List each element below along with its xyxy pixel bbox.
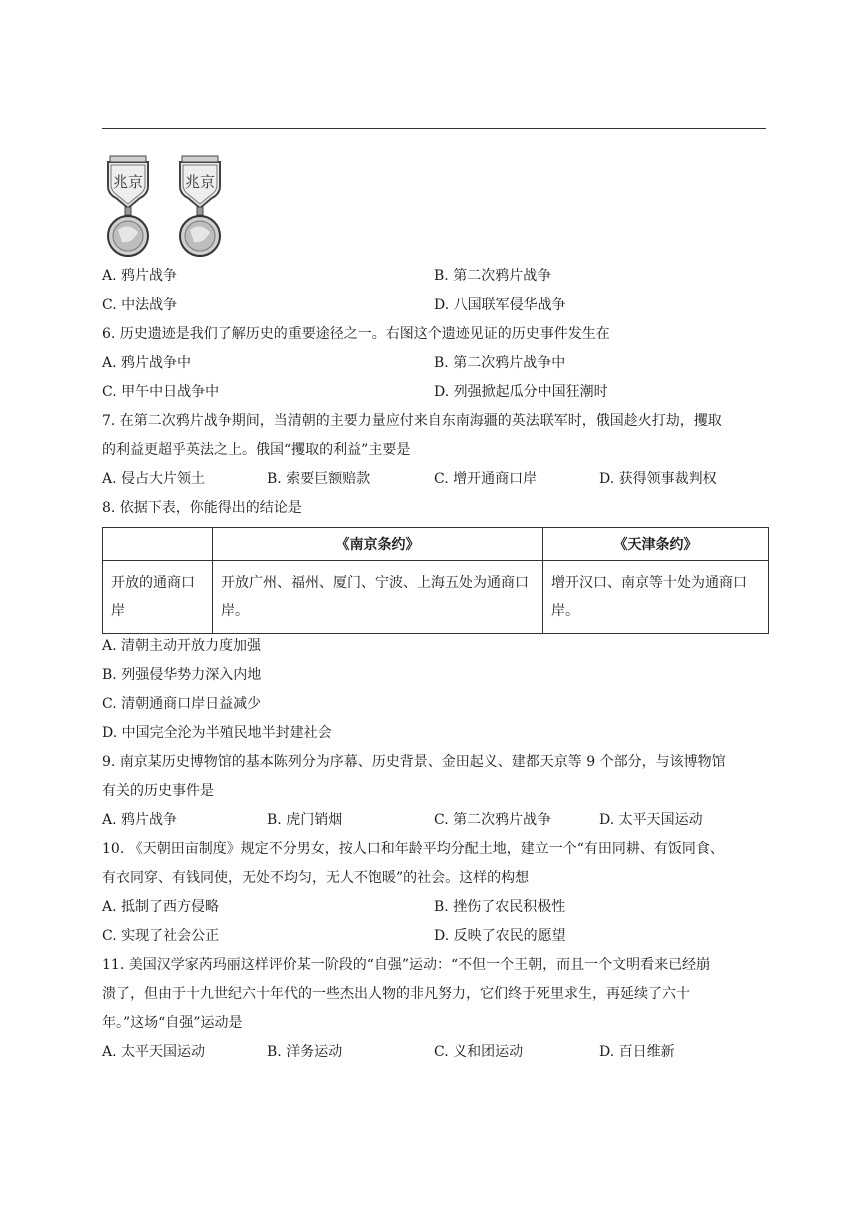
q10-option-d: D. 反映了农民的愿望 (434, 928, 566, 944)
q8-option-b: B. 列强侵华势力深入内地 (102, 667, 262, 683)
header-rule (102, 128, 766, 129)
q9-option-a: A. 鸦片战争 (102, 812, 178, 828)
q7-option-d: D. 获得领事裁判权 (599, 471, 717, 487)
q8-option-d: D. 中国完全沦为半殖民地半封建社会 (102, 725, 332, 741)
table-header-tianjin: 《天津条约》 (543, 528, 769, 561)
q9-option-d: D. 太平天国运动 (599, 812, 703, 828)
q10-option-a: A. 抵制了西方侵略 (102, 899, 220, 915)
q7-option-c: C. 增开通商口岸 (434, 471, 538, 487)
table-header-nanjing: 《南京条约》 (213, 528, 543, 561)
q7-option-a: A. 侵占大片领土 (102, 471, 206, 487)
table-row-label: 开放的通商口岸 (103, 561, 213, 634)
q8-stem: 8. 依据下表，你能得出的结论是 (102, 500, 302, 516)
q5-option-a: A. 鸦片战争 (102, 268, 178, 284)
q7-stem-line2: 的利益更超乎英法之上。俄国“攫取的利益”主要是 (102, 442, 411, 458)
q10-stem-line2: 有衣同穿、有钱同使，无处不均匀，无人不饱暖”的社会。这样的构想 (102, 870, 530, 886)
q10-stem-line1: 10. 《天朝田亩制度》规定不分男女，按人口和年龄平均分配土地，建立一个“有田同耕、有饭同食、 (102, 841, 724, 857)
q9-stem-line2: 有关的历史事件是 (102, 783, 214, 799)
table-row (103, 561, 769, 634)
q10-option-b: B. 挫伤了农民积极性 (434, 899, 566, 915)
q11-stem-line1: 11. 美国汉学家芮玛丽这样评价某一阶段的“自强”运动：“不但一个王朝，而且一个文明看来已经崩 (102, 957, 711, 973)
table-header-row (103, 528, 769, 561)
q11-option-d: D. 百日维新 (599, 1044, 675, 1060)
table-cell-nanjing: 开放广州、福州、厦门、宁波、上海五处为通商口岸。 (213, 561, 543, 634)
q5-option-b: B. 第二次鸦片战争 (434, 268, 552, 284)
q7-option-b: B. 索要巨额赔款 (267, 471, 371, 487)
q5-option-c: C. 中法战争 (102, 297, 178, 313)
medal-left (108, 156, 148, 256)
medal-right (180, 156, 220, 256)
q10-option-c: C. 实现了社会公正 (102, 928, 220, 944)
svg-text:兆京: 兆京 (112, 173, 144, 191)
q11-stem-line3: 年。”这场“自强”运动是 (102, 1015, 243, 1031)
q11-option-c: C. 义和团运动 (434, 1044, 524, 1060)
q9-option-b: B. 虎门销烟 (267, 812, 343, 828)
svg-text:兆京: 兆京 (184, 173, 216, 191)
q6-option-b: B. 第二次鸦片战争中 (434, 355, 566, 371)
table-header-empty (103, 528, 213, 561)
treaty-table (102, 527, 769, 634)
q7-stem-line1: 7. 在第二次鸦片战争期间，当清朝的主要力量应付来自东南海疆的英法联军时，俄国趁火打劫，攫取 (102, 413, 722, 429)
q11-stem-line2: 溃了，但由于十九世纪六十年代的一些杰出人物的非凡努力，它们终于死里求生，再延续了六十 (102, 986, 690, 1002)
medal-images (100, 152, 230, 260)
q6-option-d: D. 列强掀起瓜分中国狂潮时 (434, 384, 608, 400)
q8-option-a: A. 清朝主动开放力度加强 (102, 638, 262, 654)
q9-option-c: C. 第二次鸦片战争 (434, 812, 552, 828)
q11-option-a: A. 太平天国运动 (102, 1044, 206, 1060)
q6-option-c: C. 甲午中日战争中 (102, 384, 220, 400)
q6-option-a: A. 鸦片战争中 (102, 355, 192, 371)
q11-option-b: B. 洋务运动 (267, 1044, 343, 1060)
q6-stem: 6. 历史遗迹是我们了解历史的重要途径之一。右图这个遗迹见证的历史事件发生在 (102, 326, 610, 342)
q5-option-d: D. 八国联军侵华战争 (434, 297, 566, 313)
table-cell-tianjin: 增开汉口、南京等十处为通商口岸。 (543, 561, 769, 634)
q8-option-c: C. 清朝通商口岸日益减少 (102, 696, 262, 712)
q9-stem-line1: 9. 南京某历史博物馆的基本陈列分为序幕、历史背景、金田起义、建都天京等 9 个部分，与该博物馆 (102, 754, 726, 770)
